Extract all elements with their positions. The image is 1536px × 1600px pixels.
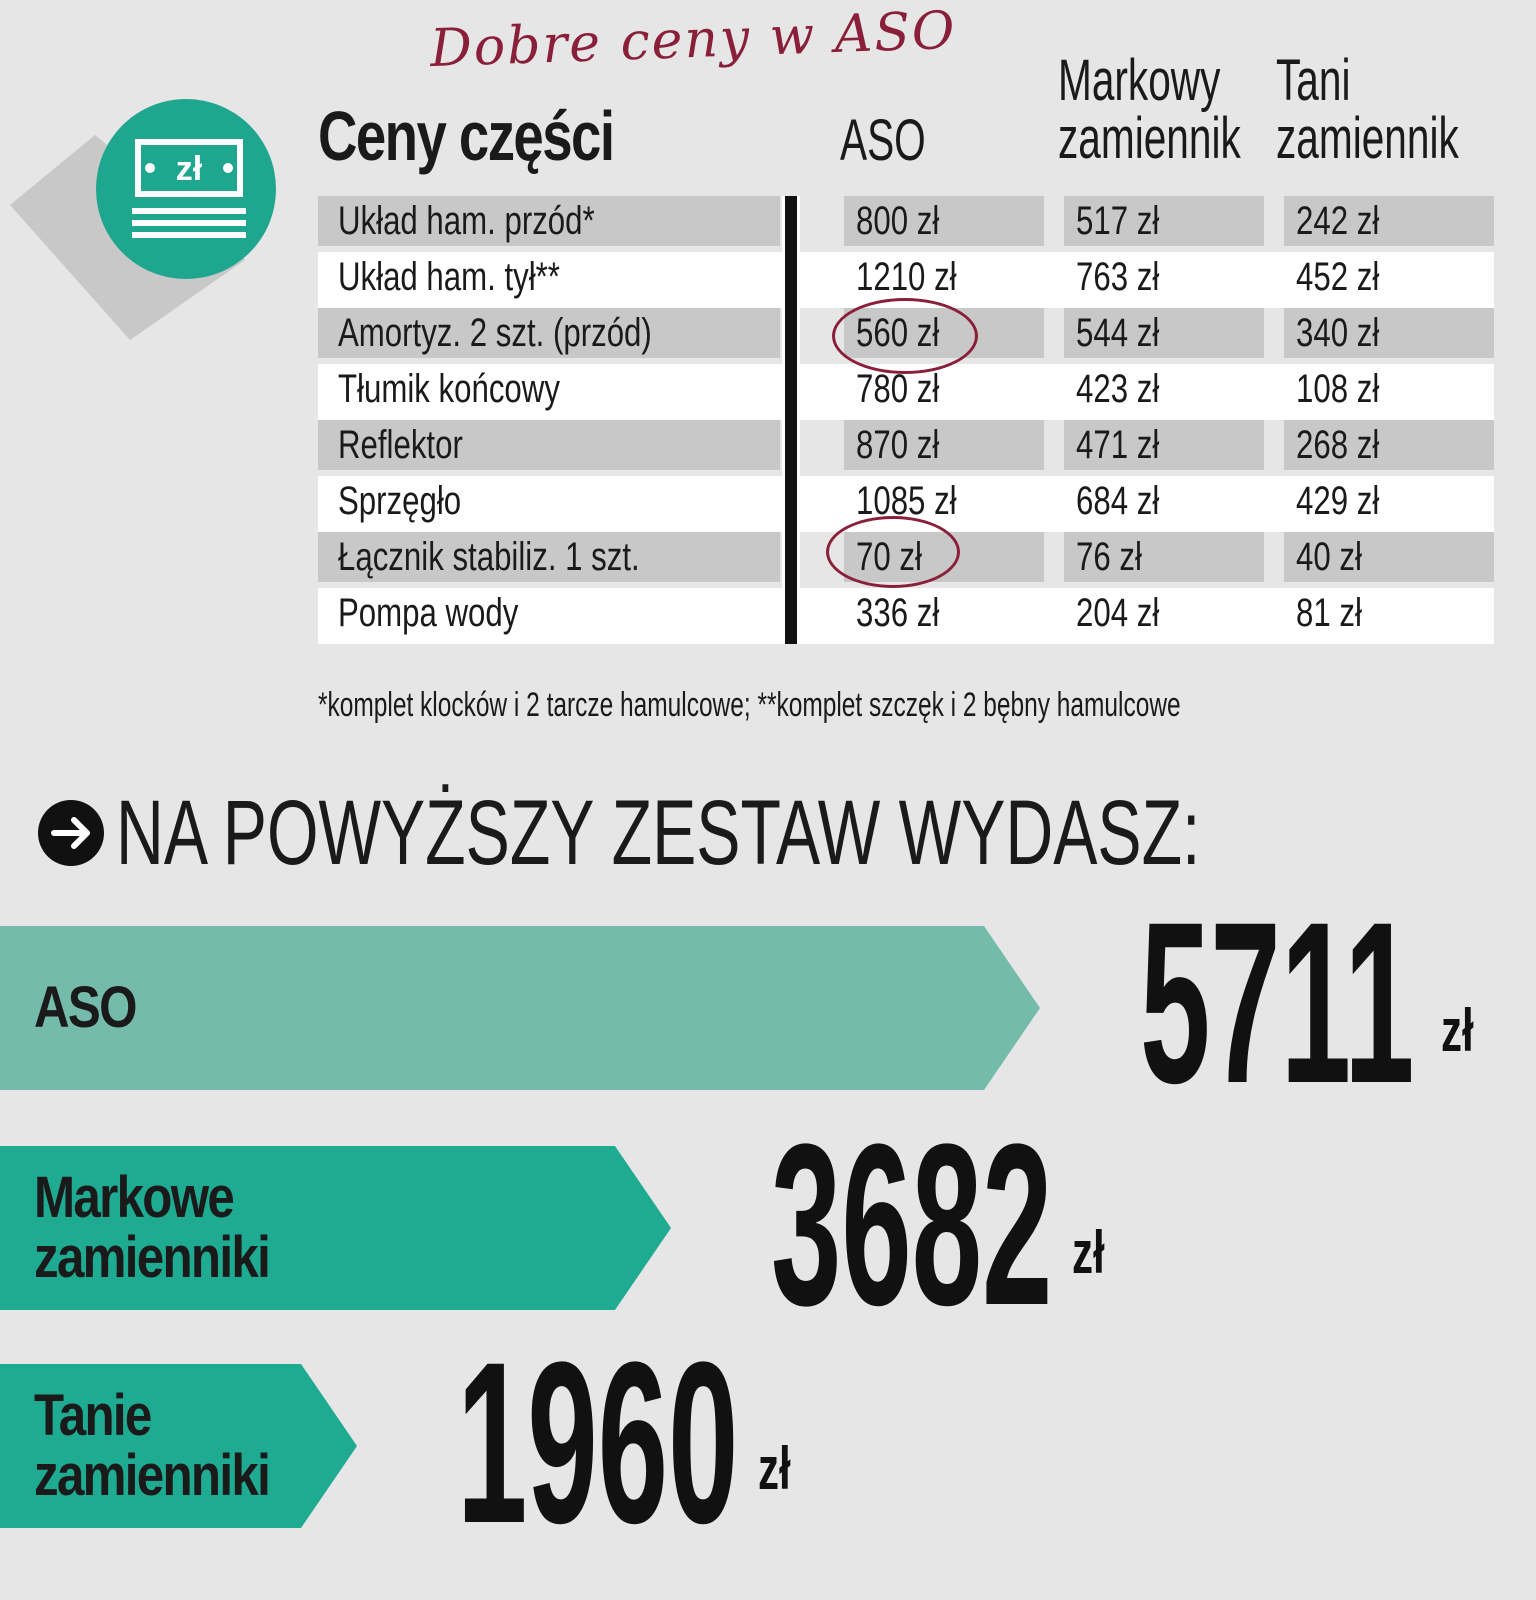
price-cell	[1284, 588, 1494, 638]
price-value: 268 zł	[1296, 423, 1380, 467]
column-header-aso: ASO	[840, 108, 926, 173]
price-cell	[1284, 420, 1494, 470]
part-name-cell	[318, 532, 780, 582]
price-value: 76 zł	[1076, 535, 1142, 579]
price-value: 684 zł	[1076, 479, 1160, 523]
price-value: 544 zł	[1076, 311, 1160, 355]
price-cell	[1284, 476, 1494, 526]
part-name: Amortyz. 2 szt. (przód)	[338, 311, 652, 355]
table-row	[318, 476, 1494, 532]
price-value: 340 zł	[1296, 311, 1380, 355]
price-cell	[844, 252, 1044, 302]
price-cell	[1064, 476, 1264, 526]
money-icon-badge	[0, 90, 300, 360]
price-value: 800 zł	[856, 199, 940, 243]
price-value: 1210 zł	[856, 255, 957, 299]
part-name: Łącznik stabiliz. 1 szt.	[338, 535, 640, 579]
price-cell	[844, 196, 1044, 246]
price-value: 336 zł	[856, 591, 940, 635]
table-row	[318, 196, 1494, 252]
part-name-cell	[318, 420, 780, 470]
icon-label: zł	[175, 150, 203, 188]
part-name-cell	[318, 476, 780, 526]
money-zl-icon	[0, 90, 300, 360]
price-value: 108 zł	[1296, 367, 1380, 411]
table-divider	[782, 196, 800, 644]
price-value: 517 zł	[1076, 199, 1160, 243]
table-row	[318, 532, 1494, 588]
price-cell	[1284, 252, 1494, 302]
price-cell	[1064, 308, 1264, 358]
arrow-right-icon	[36, 798, 106, 868]
price-value: 560 zł	[856, 311, 940, 355]
total-bar	[0, 926, 1042, 1090]
table-row	[318, 252, 1494, 308]
price-cell	[1284, 308, 1494, 358]
part-name: Reflektor	[338, 423, 463, 467]
total-bar-label: Tanie zamienniki	[34, 1383, 270, 1508]
total-bar-label: ASO	[34, 975, 136, 1040]
summary-heading-text: NA POWYŻSZY ZESTAW WYDASZ:	[116, 781, 1201, 884]
total-currency: zł	[1072, 1219, 1105, 1286]
price-cell	[1284, 532, 1494, 582]
table-row	[318, 364, 1494, 420]
price-value: 242 zł	[1296, 199, 1380, 243]
column-header-tani: Tani zamiennik	[1276, 48, 1459, 171]
table-row	[318, 308, 1494, 364]
part-name: Tłumik końcowy	[338, 367, 560, 411]
table-row	[318, 420, 1494, 476]
price-value: 1085 zł	[856, 479, 957, 523]
table-row	[318, 588, 1494, 644]
total-bar-label: Markowe zamienniki	[34, 1165, 270, 1290]
price-value: 423 zł	[1076, 367, 1160, 411]
total-value: 5711	[1140, 874, 1415, 1131]
price-cell	[1064, 532, 1264, 582]
price-cell	[1064, 588, 1264, 638]
price-value: 780 zł	[856, 367, 940, 411]
price-cell	[844, 364, 1044, 414]
price-cell	[844, 588, 1044, 638]
part-name: Układ ham. przód*	[338, 199, 595, 243]
part-name-cell	[318, 364, 780, 414]
price-cell	[844, 532, 1044, 582]
table-title: Ceny części	[318, 97, 614, 175]
price-table	[318, 196, 1494, 644]
part-name: Pompa wody	[338, 591, 519, 635]
price-cell	[1064, 252, 1264, 302]
price-value: 81 zł	[1296, 591, 1362, 635]
part-name-cell	[318, 196, 780, 246]
price-cell	[844, 420, 1044, 470]
price-value: 204 zł	[1076, 591, 1160, 635]
price-cell	[1064, 196, 1264, 246]
part-name-cell	[318, 588, 780, 638]
price-cell	[1284, 196, 1494, 246]
footnote: *komplet klocków i 2 tarcze hamulcowe; **komplet szczęk i 2 bębny hamulcowe	[318, 686, 1181, 724]
summary-heading	[36, 781, 1536, 884]
price-value: 429 zł	[1296, 479, 1380, 523]
price-value: 70 zł	[856, 535, 922, 579]
price-value: 870 zł	[856, 423, 940, 467]
total-value: 1960	[457, 1314, 739, 1571]
total-currency: zł	[758, 1435, 791, 1502]
total-currency: zł	[1441, 997, 1474, 1064]
price-value: 40 zł	[1296, 535, 1362, 579]
part-name: Układ ham. tył**	[338, 255, 560, 299]
price-cell	[1064, 420, 1264, 470]
price-cell	[1284, 364, 1494, 414]
price-cell	[844, 476, 1044, 526]
price-cell	[844, 308, 1044, 358]
column-header-markowy: Markowy zamiennik	[1058, 48, 1241, 171]
handwritten-note: Dobre ceny w ASO	[429, 0, 958, 80]
price-value: 452 zł	[1296, 255, 1380, 299]
part-name: Sprzęgło	[338, 479, 462, 523]
price-cell	[1064, 364, 1264, 414]
price-value: 763 zł	[1076, 255, 1160, 299]
part-name-cell	[318, 252, 780, 302]
part-name-cell	[318, 308, 780, 358]
price-value: 471 zł	[1076, 423, 1160, 467]
total-value: 3682	[771, 1096, 1053, 1353]
